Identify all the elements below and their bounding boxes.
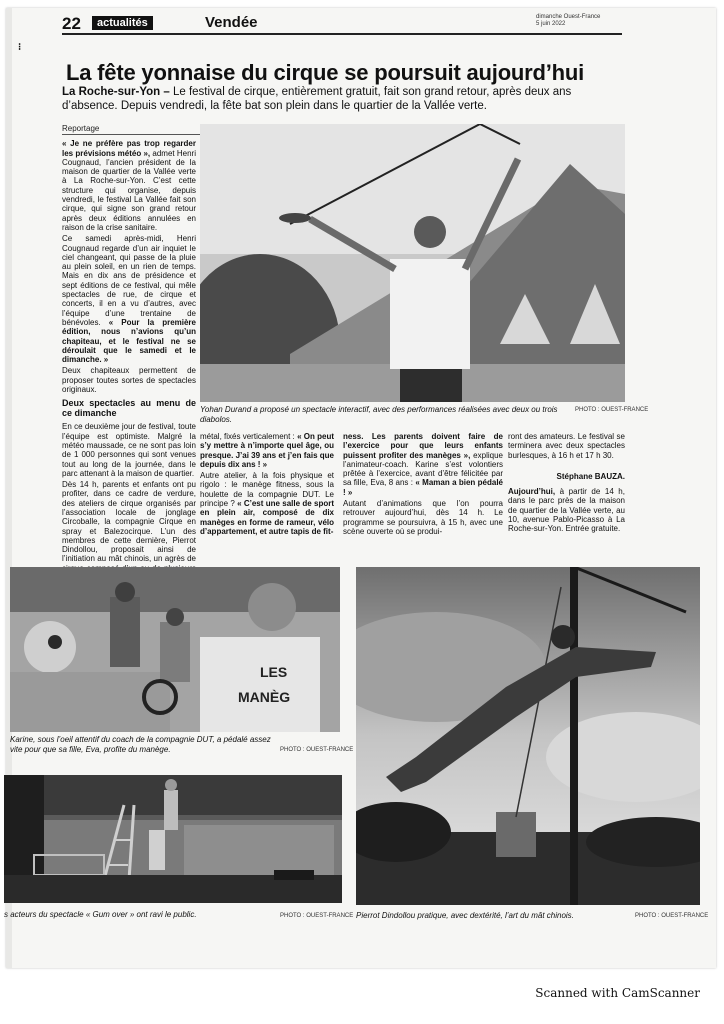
- chinese-pole-image: [356, 567, 700, 905]
- photo-credit: PHOTO : OUEST-FRANCE: [280, 747, 354, 753]
- practical-info: Aujourd’hui, à partir de 14 h, dans le parc près de la maison de quartier de la Vallée verte, au 10, avenue Pablo-Picasso à La Roche-sur-Yon. Entrée gratuite.: [508, 487, 625, 534]
- paragraph: En ce deuxième jour de festival, toute l’équipe est optimiste. Malgré la météo maussade, ce ne sont pas loin de 1 000 personnes qui sont venues tout au long de la journée, dans le parc attenant à la maison de quartier.: [62, 422, 196, 478]
- scanner-watermark: Scanned with CamScanner: [535, 986, 700, 1000]
- paragraph: ness. Les parents doivent faire de l’exercice pour que leurs enfants puissent profiter des manèges », explique l’animateur-coach. Karine s’est volontiers prêtée à l’exercice, avant d’être félicitée par sa fille, Eva, 8 ans : « Maman a bien pédalé ! »: [343, 432, 503, 497]
- header-rule: [62, 33, 622, 35]
- manege-shirt-text: MANÈG: [238, 689, 291, 705]
- fitness-manege-image: [10, 567, 340, 732]
- photo-credit: PHOTO : OUEST-FRANCE: [575, 407, 649, 413]
- subheading: Deux spectacles au menu de ce dimanche: [62, 398, 196, 419]
- page-number: 22: [62, 14, 81, 33]
- lede-text: Le festival de cirque, entièrement gratuit, fait son grand retour, après deux ans d’absence. Depuis vendredi, la fête bat son plein dans le quartier de la Vallée verte.: [62, 86, 572, 112]
- section-label: actualités: [92, 16, 153, 30]
- paragraph: Ce samedi après-midi, Henri Cougnaud regarde d’un air inquiet le ciel changeant, qui passe de la pluie au plein soleil, en un rien de temps. Mais en dix ans de présidence et sept éditions de ce festival, qui mêle spectacles de rue, de cirque et concerts, il en a vu d’autres, avec l’équipe d’une trentaine de bénévoles. « Pour la première édition, nous n’avions qu’un chapiteau, et le festival ne se déroulait que le samedi et le dimanche. »: [62, 234, 196, 365]
- article-lede: [62, 86, 622, 113]
- article-column-3: [343, 432, 503, 538]
- article-column-4: [508, 432, 625, 536]
- manege-shirt-text: LES: [260, 664, 288, 680]
- article-column-1: [62, 124, 196, 584]
- edition-day: 5 juin 2022: [536, 21, 566, 27]
- lede-place: La Roche-sur-Yon –: [62, 86, 170, 98]
- photo-credit: PHOTO : OUEST-FRANCE: [635, 913, 709, 919]
- page-header: [62, 14, 622, 32]
- edition-name: dimanche Ouest-France: [536, 14, 601, 20]
- paragraph: Deux chapiteaux permettent de proposer toutes sortes de spectacles originaux.: [62, 366, 196, 395]
- kicker-label: Reportage: [62, 124, 202, 135]
- photo-fitness-manege: [10, 567, 340, 732]
- paragraph: Dès 14 h, parents et enfants ont pu profiter, dans ce cadre de verdure, des ateliers de cirque organisés par l’association locale de jonglage Circoballe, la compagnie Cirque en spray et Balezocirque. L’un des membres de cette dernière, Pierrot Dindollou, proposait ainsi de l’initiation au mât chinois, un agrès de: [62, 480, 196, 564]
- article-column-2: [200, 432, 334, 538]
- photo-chinese-pole: [356, 567, 700, 905]
- department-label: Vendée: [205, 14, 258, 31]
- paragraph: Autant d’animations que l’on pourra retrouver aujourd’hui, dès 14 h. Le programme se poursuivra, à 15 h, avec une scène ouverte où se produi-: [343, 499, 503, 536]
- paragraph: Autre atelier, à la fois physique et rigolo : le manège fitness, sous la houlette de la compagnie DUT. Le principe ? « C’est une salle de sport en plein air, composé de dix manèges en forme de rameur, vélo d’appartement, et autre tapis de fit-: [200, 471, 334, 536]
- stage-show-image: [4, 775, 342, 903]
- margin-marker: ⁝: [18, 42, 22, 53]
- photo-stage-show: [4, 775, 342, 903]
- article-title: La fête yonnaise du cirque se poursuit aujourd’hui: [66, 60, 585, 85]
- paragraph: « Je ne préfère pas trop regarder les prévisions météo », admet Henri Cougnaud, l’ancien président de la maison de quartier de la Vallée verte à La Roche-sur-Yon. C’est cette structure qui organise, depuis vendredi, le festival La Vallée fait son cirque, qui signe son grand retour après deux éditions annulées en raison de la crise sanitaire.: [62, 139, 196, 232]
- photo-credit: PHOTO : OUEST-FRANCE: [280, 913, 354, 919]
- manege-photo-caption: Karine, sous l’oeil attentif du coach de la compagnie DUT, a pédalé assez vite pour que sa fille, Eva, profite du manège.: [10, 735, 271, 754]
- paragraph: ront des amateurs. Le festival se terminera avec deux spectacles burlesques, à 16 h et 17 h 30.: [508, 432, 625, 460]
- paragraph: métal, fixés verticalement : « On peut s’y mettre à n’importe quel âge, ou presque. J’ai 39 ans et j’en fais que depuis dix ans ! »: [200, 432, 335, 469]
- edition-date: [536, 14, 600, 28]
- pole-photo-caption: Pierrot Dindollou pratique, avec dextérité, l’art du mât chinois.: [356, 911, 574, 920]
- photo-diabolo-performer: [200, 124, 625, 402]
- author-signature: Stéphane BAUZA.: [556, 471, 625, 481]
- main-photo-caption: Yohan Durand a proposé un spectacle interactif, avec des performances réalisées avec deux ou trois diabolos.: [200, 405, 558, 424]
- stage-photo-caption: s acteurs du spectacle « Gum over » ont ravi le public.: [4, 910, 197, 919]
- diabolo-performer-image: [200, 124, 625, 402]
